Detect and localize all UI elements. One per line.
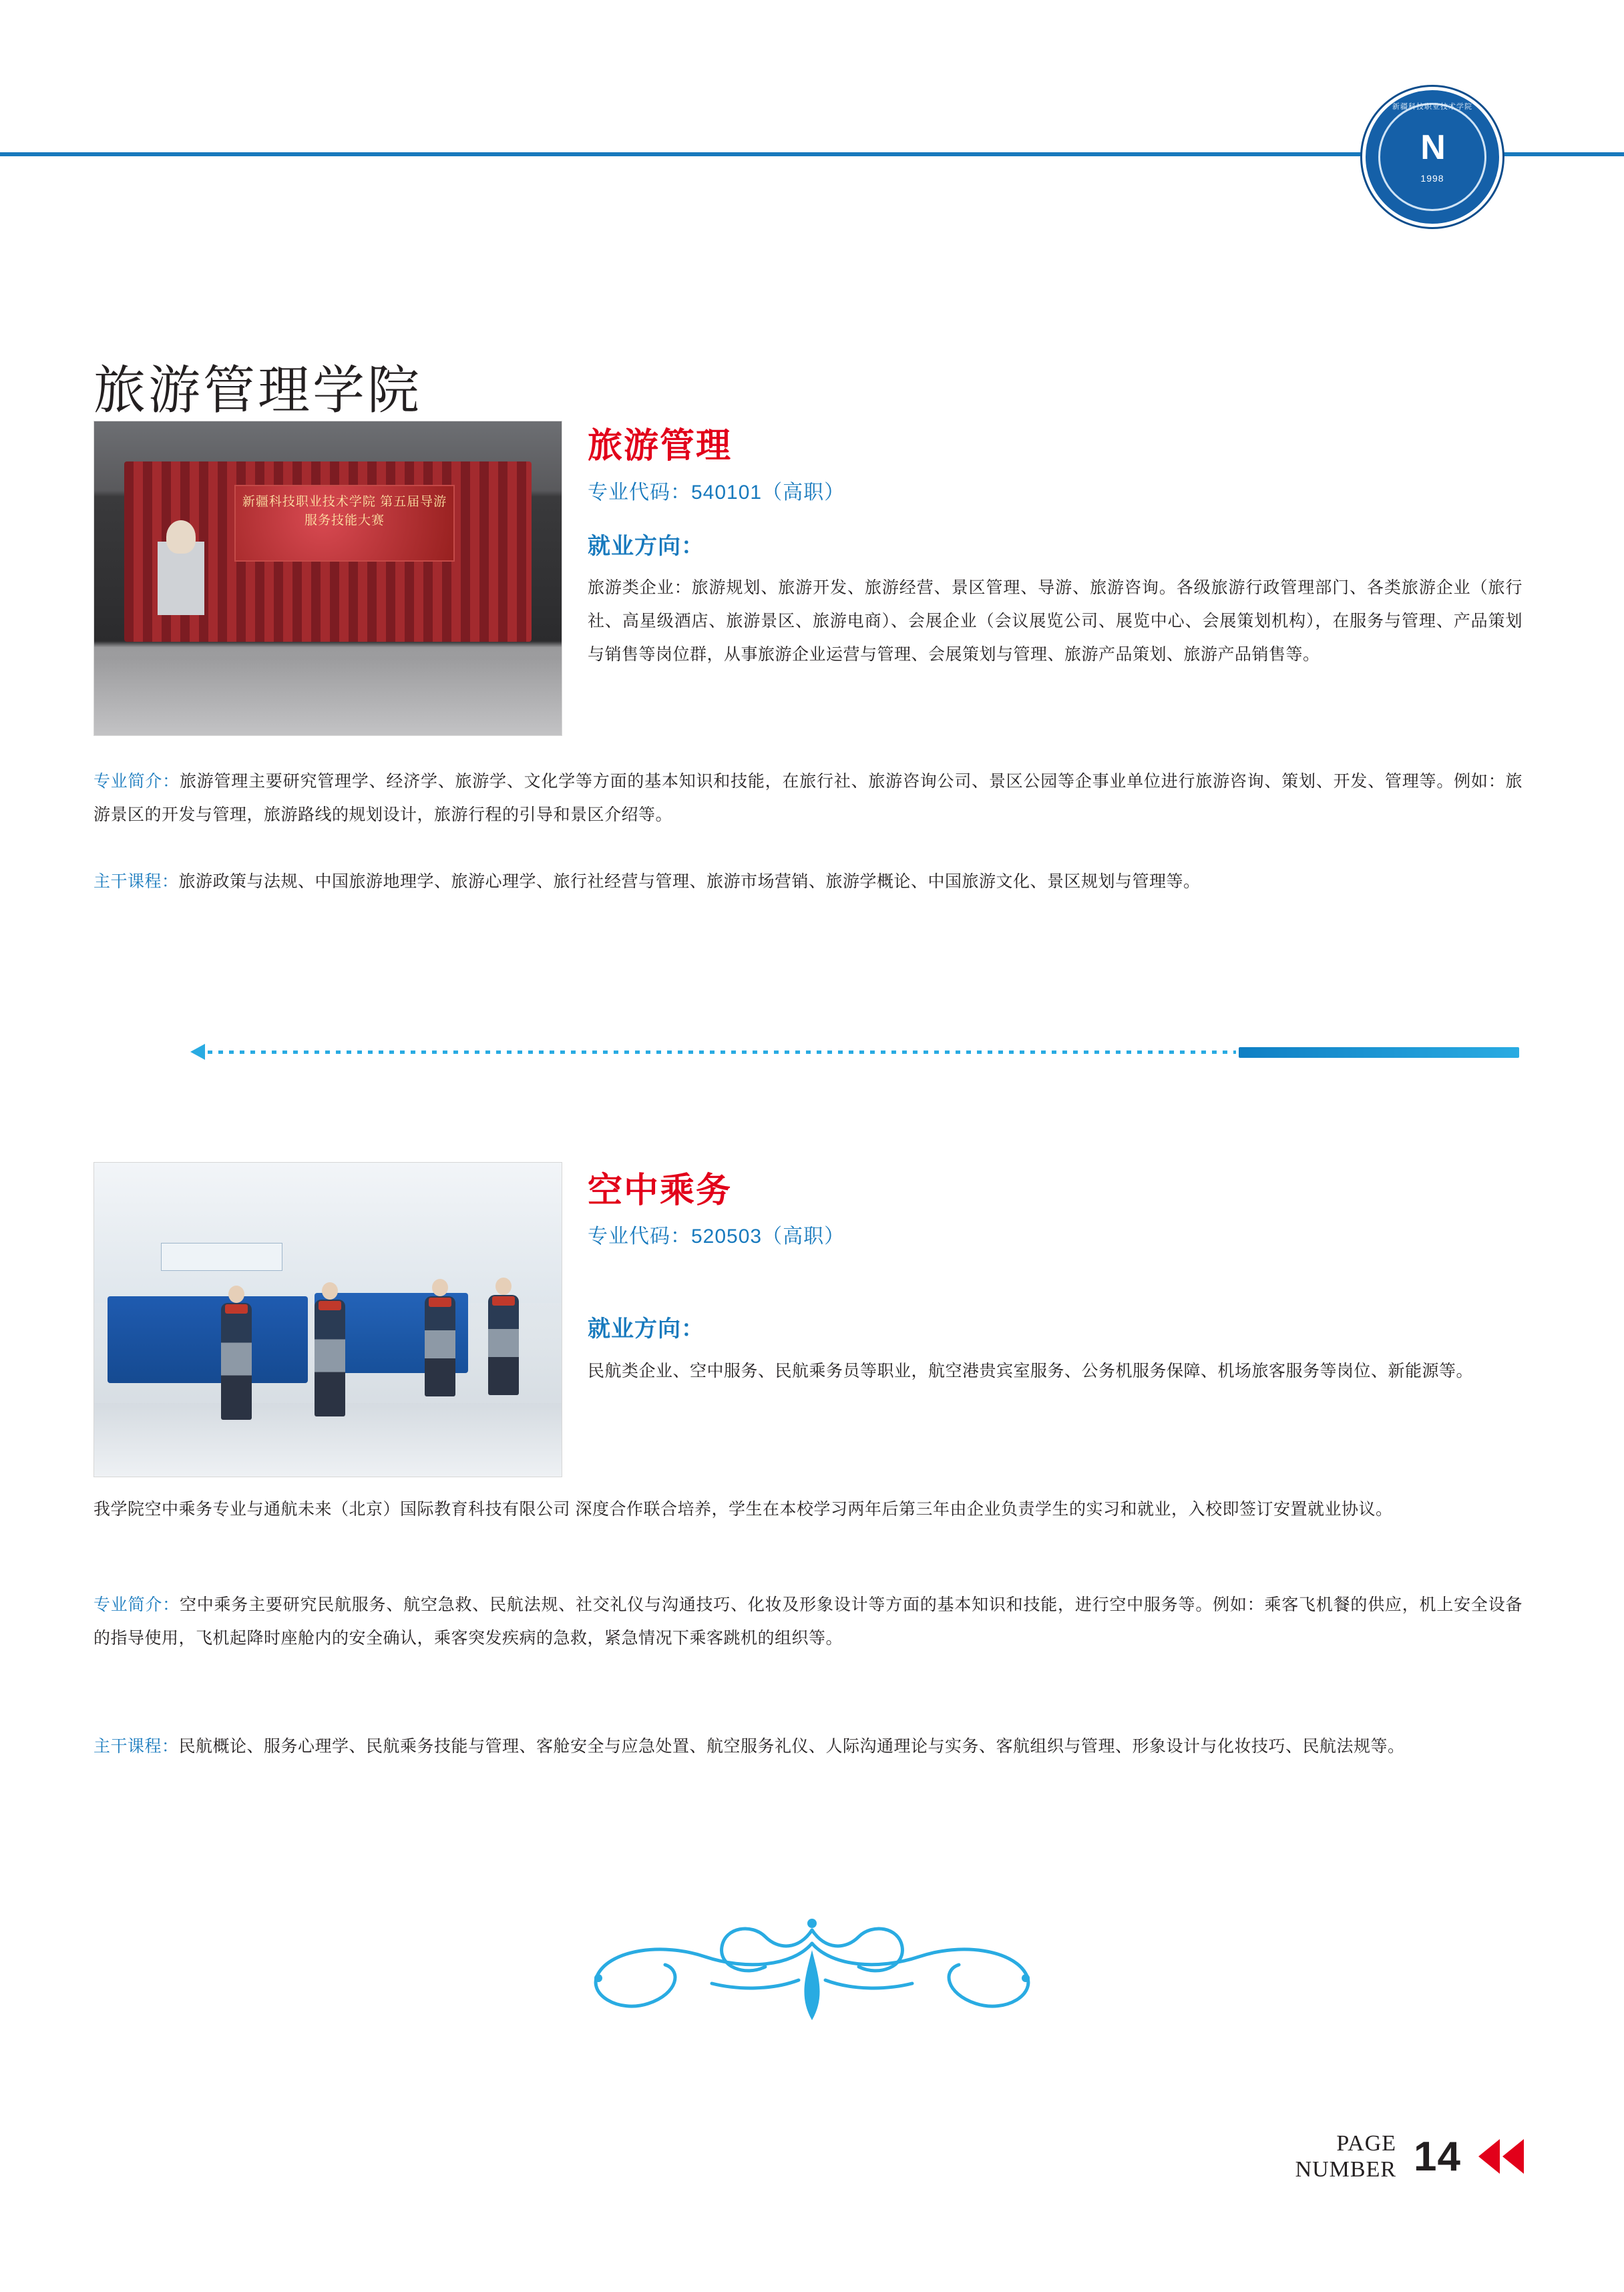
major-title-tourism: 旅游管理 <box>588 427 733 465</box>
employment-heading-tourism: 就业方向： <box>588 534 704 559</box>
photo-airport-sign <box>161 1243 282 1271</box>
logo-mark: N <box>1420 128 1444 167</box>
arrow-left-icon-1 <box>1478 2139 1500 2174</box>
page-title: 旅游管理学院 <box>93 361 423 420</box>
courses-label-air-crew: 主干课程： <box>93 1737 179 1756</box>
courses-text-air-crew: 民航概论、服务心理学、民航乘务技能与管理、客舱安全与应急处置、航空服务礼仪、人际沟通理论与实务、客航组织与管理、形象设计与化妆技巧、民航法规等。 <box>178 1737 1405 1756</box>
logo-inner <box>1378 103 1486 211</box>
major-title-air-crew: 空中乘务 <box>588 1171 733 1210</box>
school-logo <box>1362 87 1502 227</box>
cooperation-text-air-crew: 我学院空中乘务专业与通航未来（北京）国际教育科技有限公司 深度合作联合培养，学生在本校学习两年后第三年由企业负责学生的实习和就业，入校即签订安置就业协议。 <box>93 1500 1393 1519</box>
courses-text-tourism: 旅游政策与法规、中国旅游地理学、旅游心理学、旅行社经营与管理、旅游市场营销、旅游学概论、中国旅游文化、景区规划与管理等。 <box>178 872 1201 891</box>
major-code-tourism: 专业代码：540101（高职） <box>588 482 845 504</box>
courses-block-tourism <box>93 865 1522 898</box>
logo-year: 1998 <box>1420 173 1444 184</box>
photo-air-crew <box>93 1162 562 1477</box>
photo-check-in-counter-1 <box>108 1296 308 1383</box>
employment-text-air-crew: 民航类企业、空中服务、民航乘务员等职业，航空港贵宾室服务、公务机服务保障、机场旅客服务等岗位、新能源等。 <box>588 1362 1474 1380</box>
page-word-line1: PAGE <box>1336 2131 1397 2156</box>
page-word-line2: NUMBER <box>1295 2157 1397 2182</box>
employment-heading-air-crew: 就业方向： <box>588 1316 704 1342</box>
divider-dotted-line <box>208 1050 1236 1054</box>
arrow-left-icon-2 <box>1502 2139 1524 2174</box>
photo-floor <box>94 656 562 735</box>
section-divider <box>190 1042 1519 1062</box>
courses-block-air-crew <box>93 1730 1522 1763</box>
courses-label-tourism: 主干课程： <box>93 872 179 891</box>
footer-arrow-group <box>1478 2139 1524 2174</box>
employment-text-tourism: 旅游类企业：旅游规划、旅游开发、旅游经营、景区管理、导游、旅游咨询。各级旅游行政管理部门、各类旅游企业（旅行社、高星级酒店、旅游景区、旅游电商）、会展企业（会议展览公司、展览中心、会展策划机构），在服务与管理、产品策划与销售等岗位群，从事旅游企业运营与管理、会展策划与管理、旅游产品策划、旅游产品销售等。 <box>588 578 1522 664</box>
photo-tourism-competition <box>93 421 562 736</box>
arrow-left-icon <box>190 1044 205 1060</box>
page-number: 14 <box>1414 2133 1461 2180</box>
photo-crew-member-4 <box>488 1295 519 1395</box>
page-footer <box>1295 2130 1524 2182</box>
logo-ring-text: 新疆科技职业技术学院 <box>1392 103 1472 111</box>
intro-label-air-crew: 专业简介： <box>93 1595 180 1614</box>
intro-block-air-crew <box>93 1588 1522 1655</box>
intro-text-air-crew: 空中乘务主要研究民航服务、航空急救、民航法规、社交礼仪与沟通技巧、化妆及形象设计等方面的基本知识和技能，进行空中服务等。例如：乘客飞机餐的供应，机上安全设备的指导使用，飞机起降时座舱内的安全确认，乘客突发疾病的急救，紧急情况下乘客跳机的组织等。 <box>93 1595 1522 1648</box>
major-code-air-crew: 专业代码：520503（高职） <box>588 1225 845 1248</box>
intro-label-tourism: 专业简介： <box>93 772 180 791</box>
photo-person <box>166 520 196 554</box>
divider-solid-bar <box>1239 1047 1519 1058</box>
photo-banner-text: 新疆科技职业技术学院 第五届导游服务技能大赛 <box>234 485 455 562</box>
intro-block-tourism <box>93 765 1522 831</box>
decorative-flourish-icon <box>512 1903 1112 2050</box>
photo-crew-member-2 <box>315 1300 345 1416</box>
intro-text-tourism: 旅游管理主要研究管理学、经济学、旅游学、文化学等方面的基本知识和技能，在旅行社、旅游咨询公司、景区公园等企事业单位进行旅游咨询、策划、开发、管理等。例如：旅游景区的开发与管理，旅游路线的规划设计，旅游行程的引导和景区介绍等。 <box>93 772 1522 824</box>
photo-crew-member-3 <box>425 1296 455 1396</box>
photo-crew-member-1 <box>221 1303 252 1420</box>
page-number-label <box>1295 2130 1396 2182</box>
